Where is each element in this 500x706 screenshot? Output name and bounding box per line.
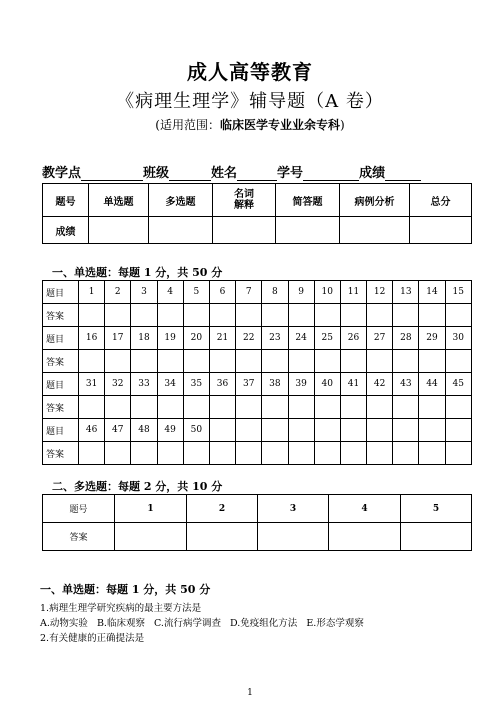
answer-cell[interactable] [236,442,262,465]
answer-cell[interactable] [131,304,157,327]
answer-cell[interactable] [262,442,288,465]
question-stem: 1.病理生理学研究疾病的最主要方法是 [40,603,202,614]
question-number-cell [419,419,445,442]
page-number: 1 [247,688,253,698]
multi-question-number: 1 [115,495,187,523]
question-number-cell: 11 [340,281,366,304]
question-number-cell: 5 [183,281,209,304]
answer-cell[interactable] [314,442,340,465]
score-header-cell: 名词 解释 [213,184,276,217]
question-row-label: 题目 [43,373,79,396]
answer-cell[interactable] [183,350,209,373]
answer-cell[interactable] [340,304,366,327]
answer-cell[interactable] [209,442,235,465]
section-heading-questions: 一、单选题：每题 1 分，共 50 分 [40,583,211,596]
answer-cell[interactable] [419,350,445,373]
answer-cell[interactable] [445,304,471,327]
section-heading-single: 一、单选题：每题 1 分，共 50 分 [52,266,223,279]
question-number-cell: 8 [262,281,288,304]
answer-cell[interactable] [314,350,340,373]
question-number-cell: 46 [79,419,105,442]
multi-answer-cell[interactable] [329,523,401,551]
score-summary-table [42,183,472,244]
multi-question-number: 5 [401,495,472,523]
name-label: 姓名 [211,166,238,181]
question-number-cell: 34 [157,373,183,396]
answer-cell[interactable] [131,350,157,373]
answer-cell[interactable] [393,396,419,419]
score-header-cell: 题号 [43,184,89,217]
answer-row-label: 答案 [43,350,79,373]
question-number-cell: 50 [183,419,209,442]
single-choice-answer-grid [42,280,472,465]
score-header-cell: 病例分析 [340,184,410,217]
multi-answer-label: 答案 [43,523,115,551]
question-number-cell: 48 [131,419,157,442]
answer-cell[interactable] [131,396,157,419]
score-cell[interactable] [213,217,276,244]
multi-question-number: 4 [329,495,401,523]
answer-cell[interactable] [314,304,340,327]
answer-cell[interactable] [288,396,314,419]
score-cell[interactable] [149,217,213,244]
score-cell[interactable] [340,217,410,244]
score-value-row [43,217,472,244]
question-number-cell: 38 [262,373,288,396]
question-number-cell [393,419,419,442]
score-cell[interactable] [89,217,149,244]
question-number-cell [340,419,366,442]
answer-row [43,442,472,465]
question-row-label: 题目 [43,419,79,442]
answer-cell[interactable] [209,304,235,327]
answer-cell[interactable] [262,304,288,327]
question-number-cell: 14 [419,281,445,304]
section-heading-multi: 二、多选题：每题 2 分，共 10 分 [52,480,223,493]
score-blank[interactable] [385,166,421,181]
score-header-row [43,184,472,217]
question-number-cell [262,419,288,442]
name-blank[interactable] [237,166,277,181]
answer-cell[interactable] [393,350,419,373]
question-number-cell: 17 [105,327,131,350]
question-number-cell: 36 [209,373,235,396]
answer-cell[interactable] [157,304,183,327]
question-number-cell [445,419,471,442]
answer-cell[interactable] [262,396,288,419]
student-id-label: 学号 [277,166,304,181]
multi-question-number: 3 [258,495,329,523]
teaching-point-label: 教学点 [42,166,82,181]
answer-cell[interactable] [79,304,105,327]
answer-cell[interactable] [367,396,393,419]
question-number-cell: 41 [340,373,366,396]
answer-cell[interactable] [445,396,471,419]
answer-row [43,350,472,373]
scope-value: 临床医学专业业余专科 [219,118,340,132]
question-number-cell: 47 [105,419,131,442]
question-number-cell: 26 [340,327,366,350]
multi-answer-cell[interactable] [187,523,258,551]
multi-answer-cell[interactable] [401,523,472,551]
question-number-cell: 32 [105,373,131,396]
question-number-cell [367,419,393,442]
multi-answer-cell[interactable] [115,523,187,551]
answer-cell[interactable] [157,396,183,419]
question-row-label: 题目 [43,281,79,304]
score-header-cell: 多选题 [149,184,213,217]
answer-cell[interactable] [209,396,235,419]
answer-cell[interactable] [340,442,366,465]
question-number-cell: 40 [314,373,340,396]
question-number-cell: 21 [209,327,235,350]
class-blank[interactable] [169,166,211,181]
question-number-cell: 33 [131,373,157,396]
score-label: 成绩 [359,166,386,181]
question-number-cell: 4 [157,281,183,304]
question-number-row [43,373,472,396]
answer-cell[interactable] [445,350,471,373]
question-stem: 2.有关健康的正确提法是 [40,633,145,644]
answer-cell[interactable] [79,396,105,419]
answer-cell[interactable] [367,304,393,327]
question-number-cell: 31 [79,373,105,396]
answer-cell[interactable] [340,350,366,373]
answer-cell[interactable] [419,396,445,419]
multi-answer-row [43,523,472,551]
answer-cell[interactable] [105,350,131,373]
scope-prefix: (适用范围： [155,118,220,132]
score-row-label: 成绩 [43,217,89,244]
answer-cell[interactable] [288,304,314,327]
multi-number-row [43,495,472,523]
document-title: 成人高等教育 [187,60,313,84]
answer-cell[interactable] [393,304,419,327]
multi-question-number: 2 [187,495,258,523]
question-number-cell: 24 [288,327,314,350]
question-number-cell: 29 [419,327,445,350]
answer-row-label: 答案 [43,442,79,465]
answer-cell[interactable] [419,442,445,465]
answer-cell[interactable] [183,442,209,465]
question-number-cell: 30 [445,327,471,350]
question-number-cell: 2 [105,281,131,304]
score-cell[interactable] [276,217,340,244]
question-row-label: 题目 [43,327,79,350]
document-subtitle: 《病理生理学》辅导题（A 卷） [116,91,384,112]
answer-row [43,396,472,419]
question-number-row [43,419,472,442]
question-number-cell: 37 [236,373,262,396]
question-number-cell: 12 [367,281,393,304]
answer-cell[interactable] [131,442,157,465]
question-number-cell: 39 [288,373,314,396]
question-number-cell: 10 [314,281,340,304]
question-number-cell: 45 [445,373,471,396]
answer-cell[interactable] [79,442,105,465]
question-number-row [43,281,472,304]
question-number-cell: 13 [393,281,419,304]
answer-cell[interactable] [236,304,262,327]
question-number-cell: 43 [393,373,419,396]
question-number-cell: 9 [288,281,314,304]
question-number-cell [288,419,314,442]
multi-question-label: 题号 [43,495,115,523]
question-number-cell: 27 [367,327,393,350]
question-number-cell: 35 [183,373,209,396]
answer-cell[interactable] [393,442,419,465]
answer-cell[interactable] [340,396,366,419]
answer-cell[interactable] [209,350,235,373]
answer-cell[interactable] [314,396,340,419]
answer-cell[interactable] [157,350,183,373]
question-number-cell: 49 [157,419,183,442]
question-number-cell: 19 [157,327,183,350]
score-header-cell: 简答题 [276,184,340,217]
scope-suffix: ) [340,118,345,132]
class-label: 班级 [143,166,170,181]
answer-cell[interactable] [288,350,314,373]
question-number-cell: 7 [236,281,262,304]
score-header-cell: 单选题 [89,184,149,217]
answer-cell[interactable] [105,304,131,327]
answer-cell[interactable] [157,442,183,465]
question-number-cell: 18 [131,327,157,350]
question-number-cell: 42 [367,373,393,396]
question-number-cell: 28 [393,327,419,350]
question-number-cell: 6 [209,281,235,304]
question-number-cell: 16 [79,327,105,350]
question-number-cell: 15 [445,281,471,304]
answer-cell[interactable] [105,442,131,465]
question-number-cell: 22 [236,327,262,350]
answer-cell[interactable] [236,350,262,373]
multi-answer-cell[interactable] [258,523,329,551]
question-number-cell: 1 [79,281,105,304]
question-number-row [43,327,472,350]
student-info-line [42,162,472,181]
answer-cell[interactable] [236,396,262,419]
answer-row-label: 答案 [43,396,79,419]
answer-cell[interactable] [79,350,105,373]
answer-cell[interactable] [183,396,209,419]
answer-cell[interactable] [367,350,393,373]
answer-cell[interactable] [445,442,471,465]
answer-cell[interactable] [262,350,288,373]
answer-cell[interactable] [288,442,314,465]
question-number-cell: 25 [314,327,340,350]
question-number-cell: 44 [419,373,445,396]
multi-choice-answer-grid [42,494,472,551]
question-options: A.动物实验 B.临床观察 C.流行病学调查 D.免疫组化方法 E.形态学观察 [40,618,364,629]
answer-cell[interactable] [105,396,131,419]
score-header-cell: 总分 [410,184,472,217]
question-number-cell [209,419,235,442]
teaching-point-blank[interactable] [81,166,143,181]
answer-cell[interactable] [183,304,209,327]
scope-line [0,116,500,133]
answer-row-label: 答案 [43,304,79,327]
question-number-cell [314,419,340,442]
question-number-cell: 20 [183,327,209,350]
question-number-cell [236,419,262,442]
answer-cell[interactable] [367,442,393,465]
question-number-cell: 23 [262,327,288,350]
question-number-cell: 3 [131,281,157,304]
student-id-blank[interactable] [303,166,359,181]
answer-cell[interactable] [419,304,445,327]
score-cell[interactable] [410,217,472,244]
answer-row [43,304,472,327]
